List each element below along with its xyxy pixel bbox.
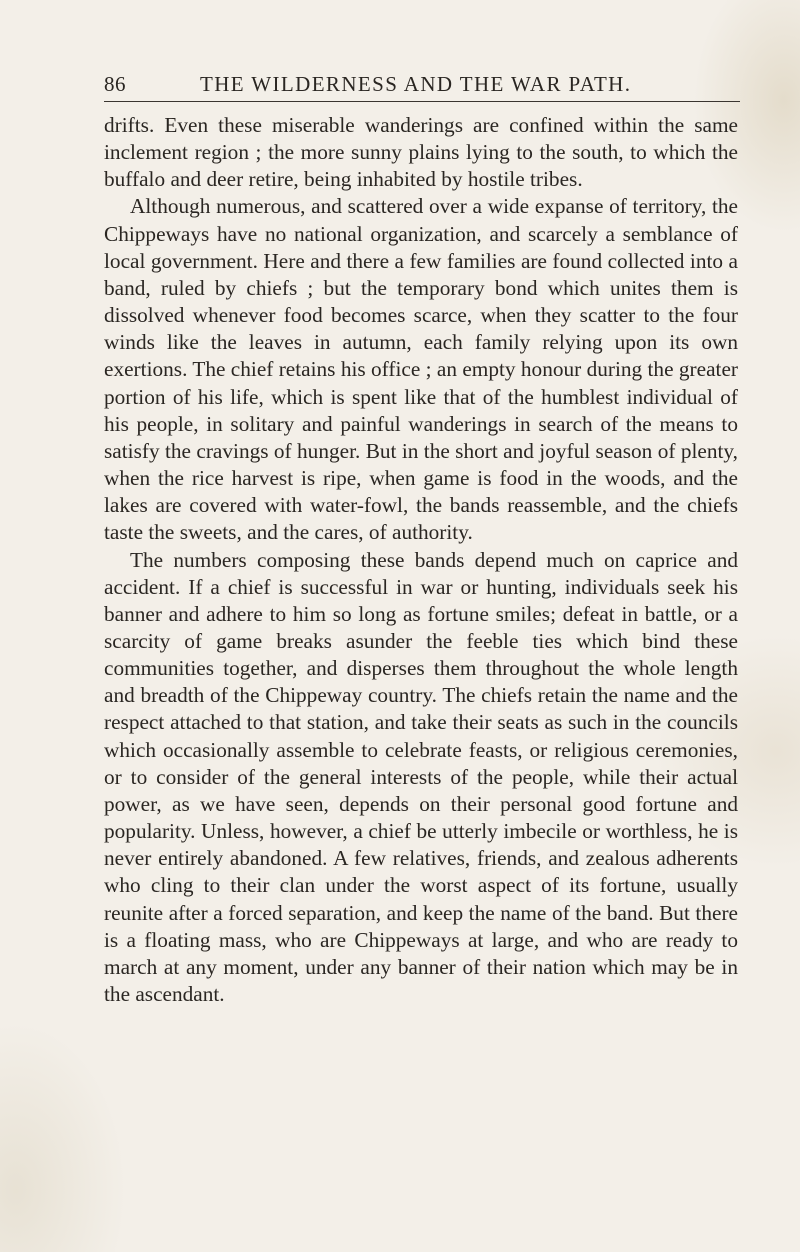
body-text — [104, 112, 738, 1008]
page-number: 86 — [104, 72, 126, 96]
paragraph-3: The numbers composing these bands depend much on caprice and accident. If a chief is successful in war or hunting, individuals seek his banner and adhere to him so long as fortune smiles; defeat in battle, or a scarcity of game breaks asunder the feeble ties which bind these communities together, and disperses them throughout the whole length and breadth of the Chippeway country. The chiefs retain the name and the respect attached to that station, and take their seats as such in the councils which occasionally assemble to celebrate feasts, or religious ceremonies, or to consider of the general interests of the people, while their actual power, as we have seen, depends on their personal good fortune and popularity. Unless, however, a chief be utterly imbecile or worthless, he is never entirely abandoned. A few relatives, friends, and zealous adherents who cling to their clan under the worst aspect of its fortune, usually reunite after a forced separation, and keep the name of the band. But there is a floating mass, who are Chippeways at large, and who are ready to march at any moment, under any banner of their nation which may be in the ascendant. — [104, 547, 738, 1006]
header-rule — [104, 101, 740, 102]
running-title: THE WILDERNESS AND THE WAR PATH. — [200, 72, 632, 96]
paragraph-2: Although numerous, and scattered over a wide expanse of territory, the Chippeways have no national organization, and scarcely a semblance of local government. Here and there a few families are found collected into a band, ruled by chiefs ; but the temporary bond which unites them is dissolved whenever food becomes scarce, when they scatter to the four winds like the leaves in autumn, each family relying upon its own exertions. The chief retains his office ; an empty honour during the greater portion of his life, which is spent like that of the humblest individual of his people, in solitary and painful wanderings in search of the means to satisfy the cravings of hunger. But in the short and joyful season of plenty, when the rice harvest is ripe, when game is food in the woods, and the lakes are covered with water-fowl, the bands reassemble, and the chiefs taste the sweets, and the cares, of authority. — [104, 194, 738, 545]
paragraph-1: drifts. Even these miserable wanderings are confined within the same inclement region ; the more sunny plains lying to the south, to which the buffalo and deer retire, being inhabited by hostile tribes. — [104, 113, 738, 192]
